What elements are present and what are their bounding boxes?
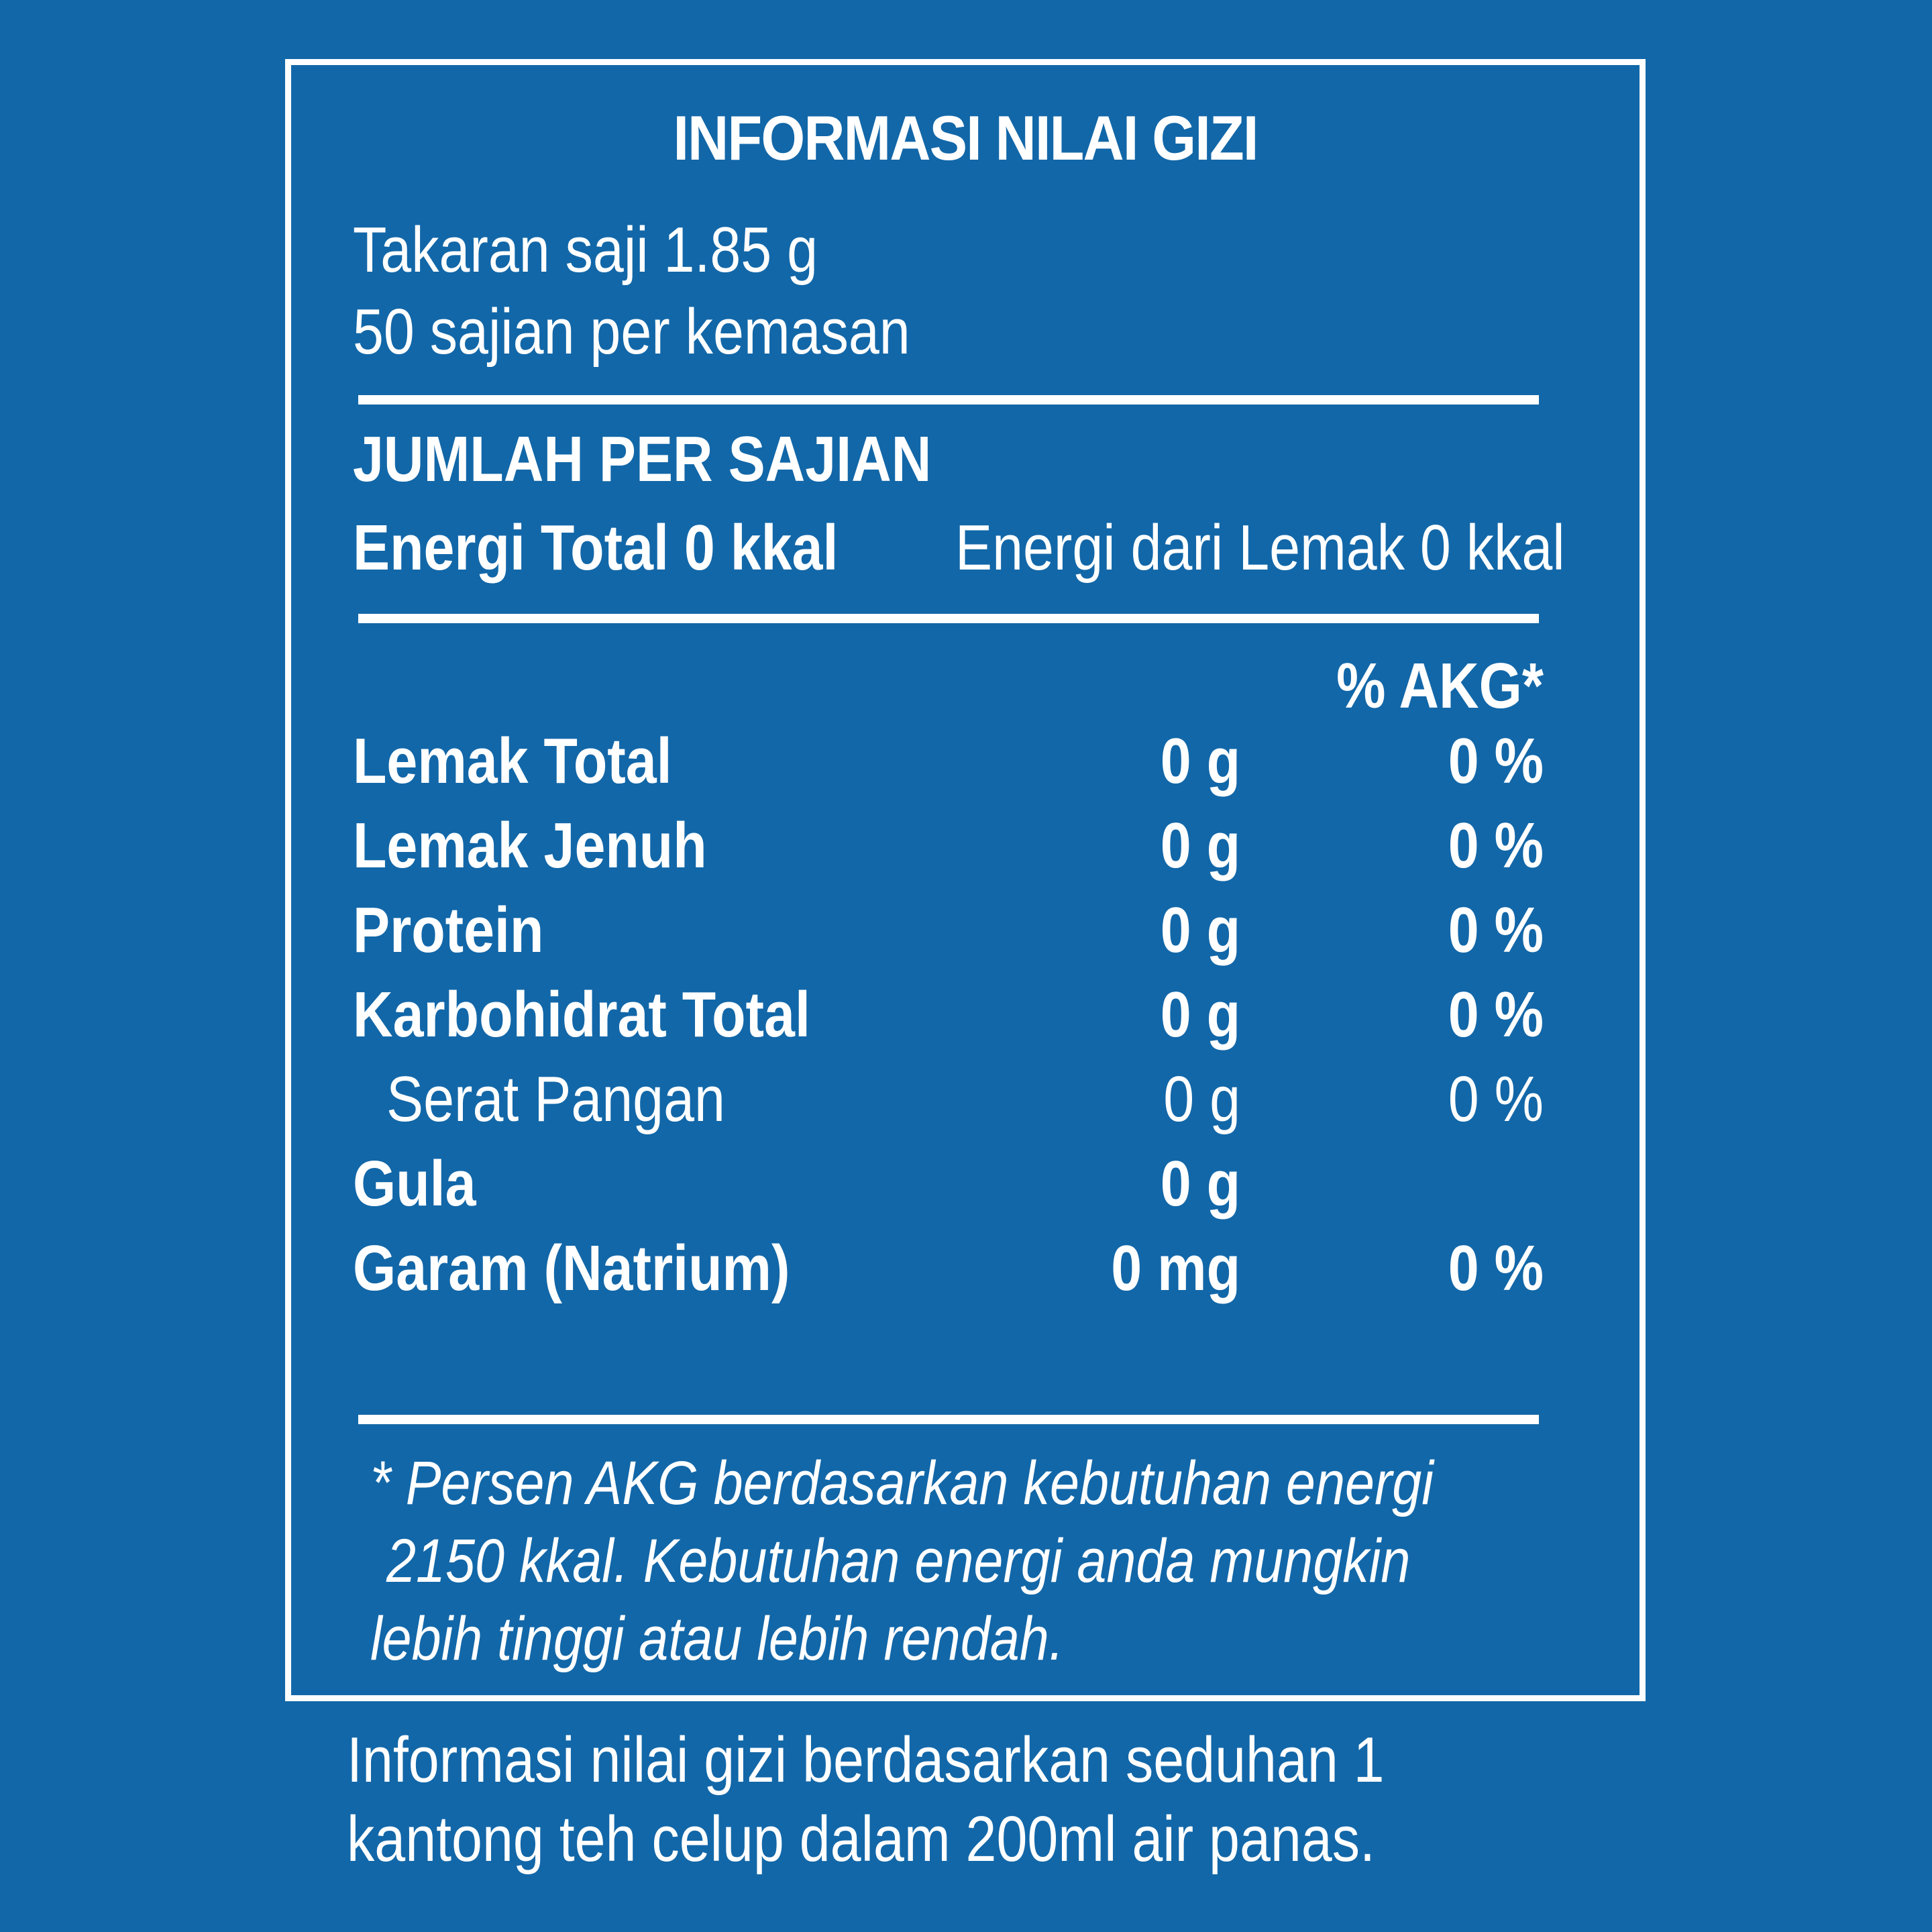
bottom-note-line: Informasi nilai gizi berdasarkan seduhan 1 [347, 1724, 1385, 1796]
divider-rule [358, 395, 1539, 405]
amount-per-serving-heading: JUMLAH PER SAJIAN [353, 423, 932, 495]
nutrient-label: Gula [353, 1148, 476, 1220]
nutrient-amount: 0 mg [1111, 1232, 1240, 1304]
footnote-line: lebih tinggi atau lebih rendah. [370, 1605, 1064, 1673]
nutrient-label: Protein [353, 894, 544, 966]
footnote-line: * Persen AKG berdasarkan kebutuhan energi [370, 1449, 1434, 1517]
nutrient-akg: 0 % [1448, 894, 1544, 966]
nutrient-amount: 0 g [1160, 1148, 1240, 1220]
nutrient-amount: 0 g [1160, 894, 1240, 966]
nutrient-akg: 0 % [1448, 979, 1544, 1051]
nutrient-amount: 0 g [1160, 725, 1240, 797]
nutrient-akg: 0 % [1448, 810, 1544, 881]
divider-rule [358, 614, 1539, 623]
nutrient-label: Serat Pangan [386, 1063, 725, 1135]
servings-per-package: 50 sajian per kemasan [353, 296, 910, 368]
nutrient-amount: 0 g [1160, 979, 1240, 1051]
divider-rule [358, 1415, 1539, 1424]
nutrient-label: Lemak Jenuh [353, 810, 707, 881]
nutrient-akg: 0 % [1448, 1063, 1544, 1135]
nutrient-akg: 0 % [1448, 725, 1544, 797]
footnote-line: 2150 kkal. Kebutuhan energi anda mungkin [386, 1527, 1411, 1595]
nutrient-akg: 0 % [1448, 1232, 1544, 1304]
nutrient-label: Lemak Total [353, 725, 672, 797]
energy-from-fat: Energi dari Lemak 0 kkal [955, 512, 1565, 584]
serving-size: Takaran saji 1.85 g [353, 214, 818, 286]
akg-column-header: % AKG* [1336, 650, 1544, 722]
bottom-note-line: kantong teh celup dalam 200ml air panas. [347, 1803, 1375, 1875]
nutrition-facts-panel [285, 59, 1646, 1701]
nutrient-amount: 0 g [1163, 1063, 1240, 1135]
nutrient-label: Garam (Natrium) [353, 1232, 790, 1304]
energy-total: Energi Total 0 kkal [353, 512, 839, 584]
nutrient-label: Karbohidrat Total [353, 979, 810, 1051]
nutrient-amount: 0 g [1160, 810, 1240, 881]
panel-title: INFORMASI NILAI GIZI [673, 103, 1258, 173]
